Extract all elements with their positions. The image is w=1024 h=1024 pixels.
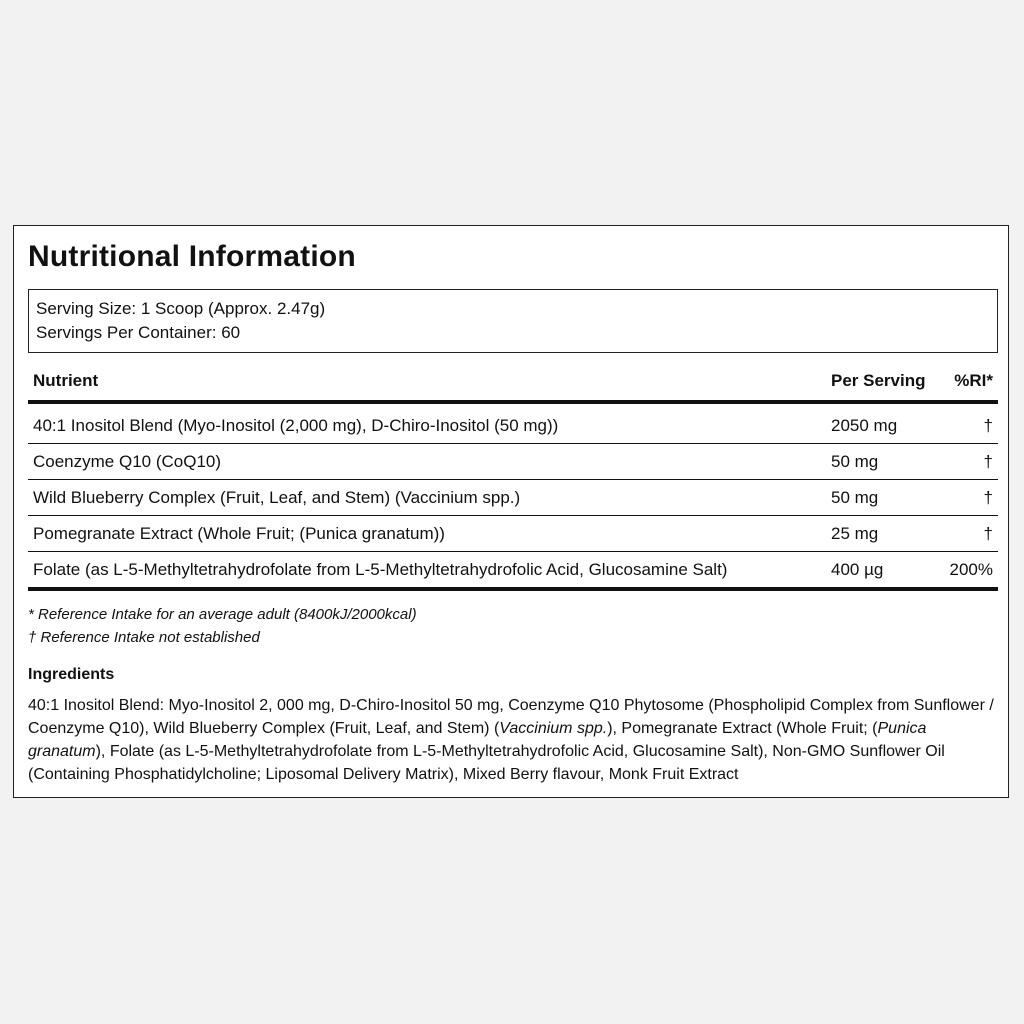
header-per-serving: Per Serving xyxy=(831,371,926,390)
nutrient-ri: † xyxy=(983,487,993,507)
nutrient-name: Wild Blueberry Complex (Fruit, Leaf, and Stem) (Vaccinium spp.) xyxy=(33,487,521,507)
header-ri: %RI* xyxy=(954,371,993,390)
ingredients-text xyxy=(28,694,994,786)
nutrient-amount: 50 mg xyxy=(831,451,879,471)
nutrient-name: Folate (as L-5-Methyltetrahydrofolate from L-5-Methyltetrahydrofolic Acid, Glucosamine Salt) xyxy=(33,559,728,579)
ingredients-text-part: ), Folate (as L-5-Methyltetrahydrofolate from L-5-Methyltetrahydrofolic Acid, Glucosamine Salt), Non-GMO Sunflower Oil (Containing Phosphatidylcholine; Liposomal Delivery Matrix), Mixed Berry flavour, Monk Fruit Extract xyxy=(28,743,945,783)
nutrient-ri: 200% xyxy=(949,559,993,579)
nutrient-ri: † xyxy=(983,523,993,543)
ingredients-text-part: 40:1 Inositol Blend: Myo-Inositol 2, 000 mg, D-Chiro-Inositol 50 mg, Coenzyme Q10 Phytosome (Phospholipid Complex from Sunflower / Coenzyme Q10), Wild Blueberry Complex (Fruit, Leaf, and Stem) ( xyxy=(28,697,994,737)
ingredients-heading: Ingredients xyxy=(28,666,115,683)
table-row xyxy=(28,516,998,552)
nutrition-panel xyxy=(13,225,1009,798)
nutrient-amount: 50 mg xyxy=(831,487,879,507)
nutrient-amount: 400 µg xyxy=(831,559,884,579)
ingredients-text-italic: Punica granatum xyxy=(28,720,927,760)
dagger-footnote: † Reference Intake not established xyxy=(28,629,260,646)
ri-footnote: * Reference Intake for an average adult (8400kJ/2000kcal) xyxy=(28,606,417,623)
ingredients-text-part: ), Pomegranate Extract (Whole Fruit; ( xyxy=(607,720,878,737)
table-header xyxy=(28,362,998,404)
nutrient-name: Coenzyme Q10 (CoQ10) xyxy=(33,451,222,471)
nutrient-amount: 25 mg xyxy=(831,523,879,543)
header-nutrient: Nutrient xyxy=(33,371,99,390)
table-row xyxy=(28,444,998,480)
table-row xyxy=(28,480,998,516)
footnotes xyxy=(28,603,417,649)
serving-size: Serving Size: 1 Scoop (Approx. 2.47g) xyxy=(36,299,326,318)
serving-info-box xyxy=(28,289,998,353)
table-row xyxy=(28,408,998,444)
nutrient-name: Pomegranate Extract (Whole Fruit; (Punica granatum)) xyxy=(33,523,445,543)
nutrient-table xyxy=(28,362,998,591)
page-title: Nutritional Information xyxy=(28,240,356,273)
ingredients-text-italic: Vaccinium spp. xyxy=(499,720,608,737)
servings-per-container: Servings Per Container: 60 xyxy=(36,323,241,342)
nutrient-ri: † xyxy=(983,415,993,435)
nutrient-ri: † xyxy=(983,451,993,471)
nutrient-name: 40:1 Inositol Blend (Myo-Inositol (2,000 mg), D-Chiro-Inositol (50 mg)) xyxy=(33,415,559,435)
nutrient-amount: 2050 mg xyxy=(831,415,898,435)
table-row xyxy=(28,552,998,591)
